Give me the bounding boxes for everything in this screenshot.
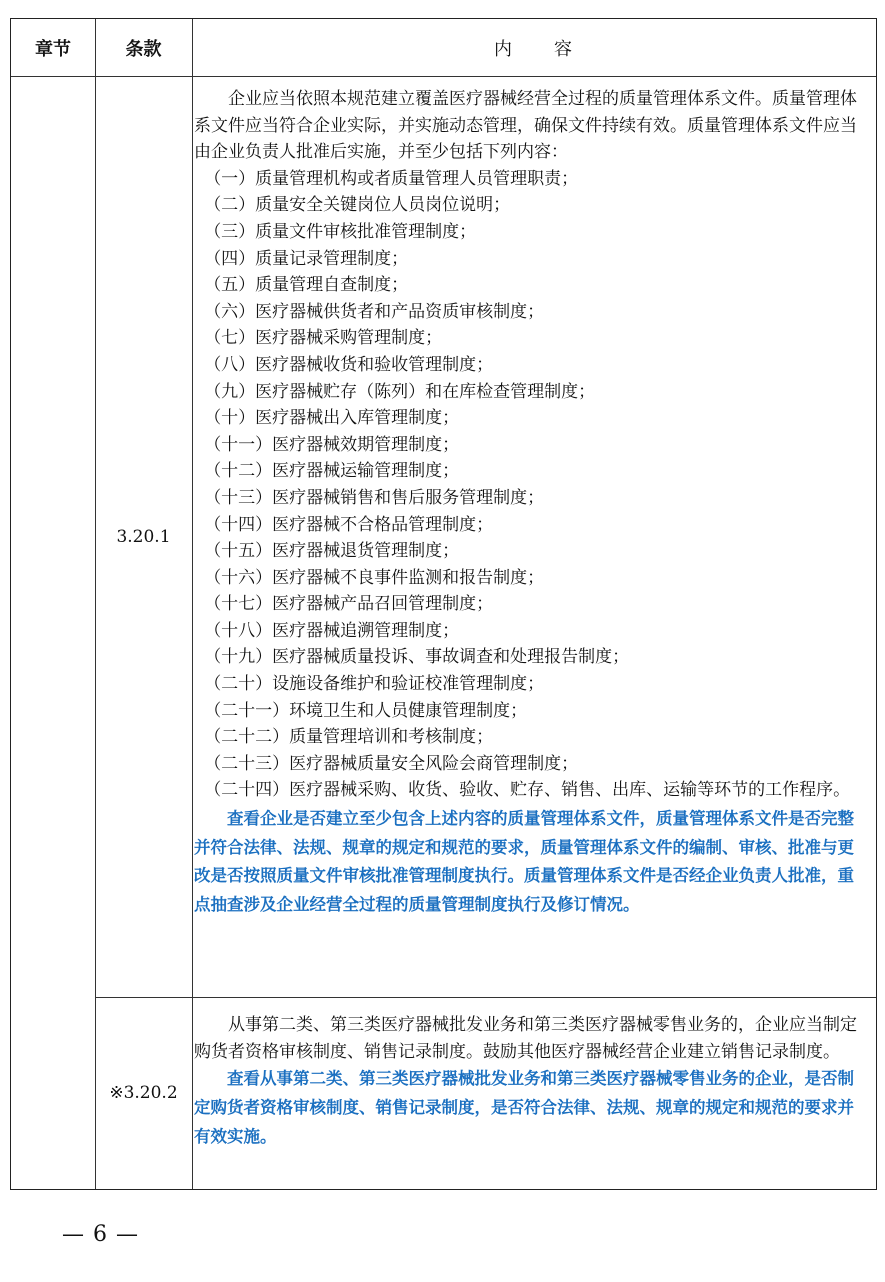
requirement-item: （二十四）医疗器械采购、收货、验收、贮存、销售、出库、运输等环节的工作程序。 bbox=[204, 780, 851, 801]
requirement-list bbox=[194, 166, 870, 804]
requirement-item: （二十）设施设备维护和验证校准管理制度； bbox=[204, 674, 545, 695]
inspection-note: 查看从事第二类、第三类医疗器械批发业务和第三类医疗器械零售业务的企业，是否制定购货者资格审核制度、销售记录制度，是否符合法律、法规、规章的规定和规范的要求并有效实施。 bbox=[194, 1069, 854, 1146]
inspection-note: 查看企业是否建立至少包含上述内容的质量管理体系文件，质量管理体系文件是否完整并符合法律、法规、规章的规定和规范的要求，质量管理体系文件的编制、审核、批准与更改是否按照质量文件审核批准管理制度执行。质量管理体系文件是否经企业负责人批准，重点抽查涉及企业经营全过程的质量管理制度执行及修订情况。 bbox=[194, 809, 854, 915]
requirement-item: （十六）医疗器械不良事件监测和报告制度； bbox=[204, 567, 545, 588]
requirement-item: （十七）医疗器械产品召回管理制度； bbox=[204, 594, 494, 615]
clause-content bbox=[194, 1012, 870, 1151]
requirement-item: （十三）医疗器械销售和售后服务管理制度； bbox=[204, 487, 545, 508]
clause-table bbox=[10, 18, 877, 1190]
clause-intro: 企业应当依照本规范建立覆盖医疗器械经营全过程的质量管理体系文件。质量管理体系文件应当符合企业实际，并实施动态管理，确保文件持续有效。质量管理体系文件应当由企业负责人批准后实施，并至少包括下列内容： bbox=[194, 89, 857, 163]
requirement-item: （十）医疗器械出入库管理制度； bbox=[204, 408, 460, 429]
requirement-item: （三）质量文件审核批准管理制度； bbox=[204, 221, 477, 242]
requirement-item: （二十三）医疗器械质量安全风险会商管理制度； bbox=[204, 753, 579, 774]
requirement-item: （十一）医疗器械效期管理制度； bbox=[204, 434, 460, 455]
requirement-item: （二）质量安全关键岗位人员岗位说明； bbox=[204, 195, 511, 216]
header-content: 内 容 bbox=[494, 38, 574, 60]
page-number: — 6 — bbox=[62, 1222, 139, 1247]
requirement-item: （九）医疗器械贮存（陈列）和在库检查管理制度； bbox=[204, 381, 596, 402]
requirement-item: （六）医疗器械供货者和产品资质审核制度； bbox=[204, 301, 545, 322]
requirement-item: （十二）医疗器械运输管理制度； bbox=[204, 461, 460, 482]
requirement-item: （二十二）质量管理培训和考核制度； bbox=[204, 727, 494, 748]
requirement-item: （十四）医疗器械不合格品管理制度； bbox=[204, 514, 494, 535]
clause-number: 3.20.1 bbox=[116, 526, 171, 547]
row-divider bbox=[95, 997, 876, 998]
header-chapter: 章节 bbox=[35, 38, 71, 60]
requirement-item: （七）医疗器械采购管理制度； bbox=[204, 328, 443, 349]
requirement-item: （四）质量记录管理制度； bbox=[204, 248, 409, 269]
requirement-item: （二十一）环境卫生和人员健康管理制度； bbox=[204, 700, 528, 721]
clause-number: ※3.20.2 bbox=[109, 1083, 178, 1103]
requirement-item: （一）质量管理机构或者质量管理人员管理职责； bbox=[204, 168, 579, 189]
requirement-item: （八）医疗器械收货和验收管理制度； bbox=[204, 354, 494, 375]
column-divider bbox=[192, 19, 193, 1189]
requirement-item: （十五）医疗器械退货管理制度； bbox=[204, 541, 460, 562]
clause-intro: 从事第二类、第三类医疗器械批发业务和第三类医疗器械零售业务的，企业应当制定购货者资格审核制度、销售记录制度。鼓励其他医疗器械经营企业建立销售记录制度。 bbox=[194, 1015, 857, 1062]
header-clause: 条款 bbox=[125, 38, 162, 60]
requirement-item: （五）质量管理自查制度； bbox=[204, 275, 409, 296]
requirement-item: （十九）医疗器械质量投诉、事故调查和处理报告制度； bbox=[204, 647, 630, 668]
clause-content bbox=[194, 86, 870, 920]
requirement-item: （十八）医疗器械追溯管理制度； bbox=[204, 620, 460, 641]
